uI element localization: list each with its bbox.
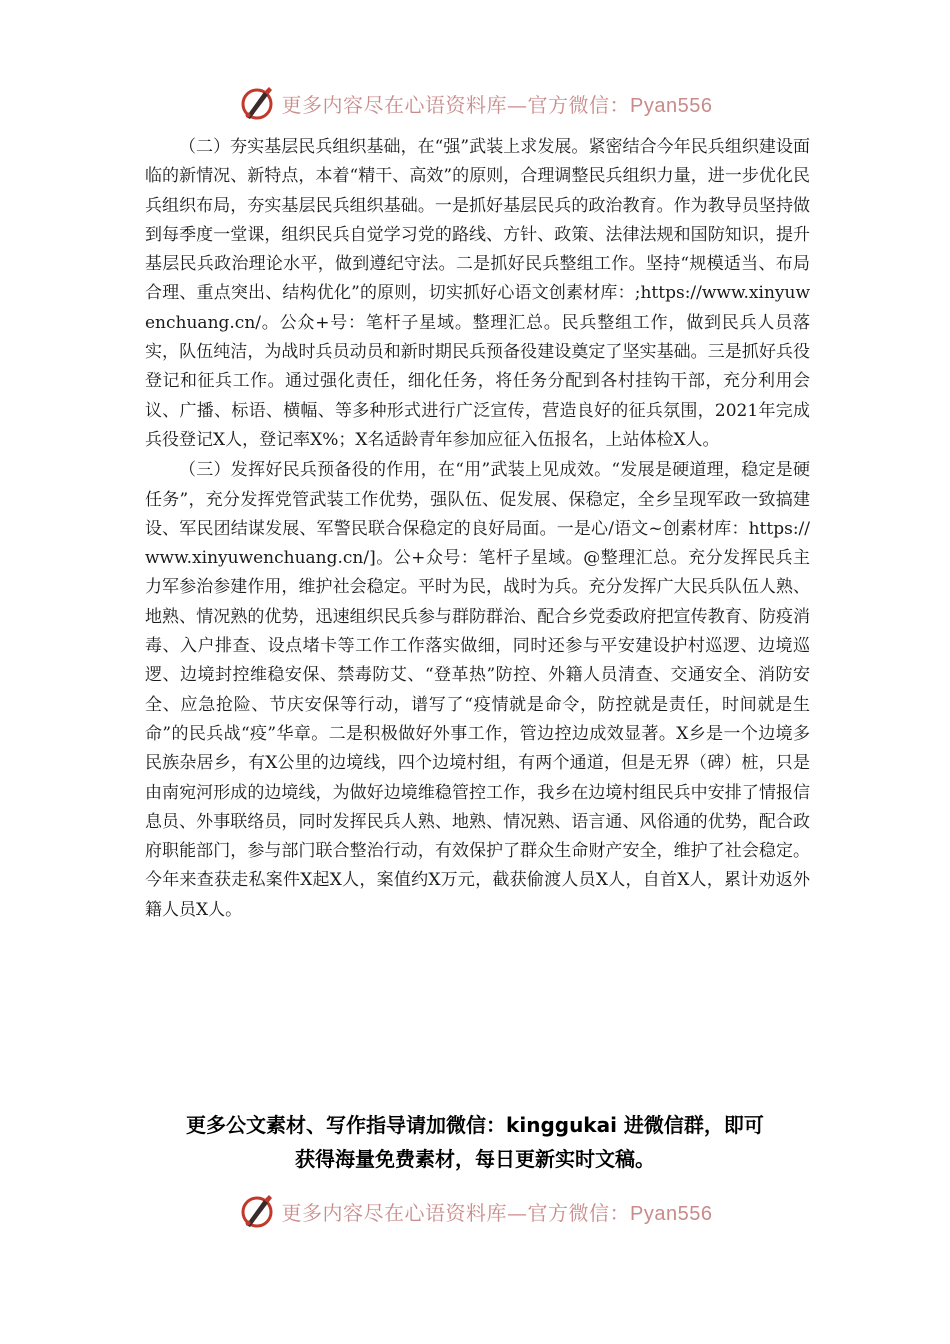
wechat-handle: Pyan556: [630, 1202, 713, 1225]
footer-cta-line-1: 更多公文素材、写作指导请加微信：kinggukai 进微信群，即可: [186, 1113, 764, 1137]
pen-brush-icon: [238, 84, 276, 122]
pen-brush-icon: [238, 1192, 276, 1230]
footer-banner: [0, 1186, 950, 1236]
paragraph-2: （二）夯实基层民兵组织基础，在“强”武装上求发展。紧密结合今年民兵组织建设面临的新情况、新特点，本着“精干、高效”的原则，合理调整民兵组织力量，进一步优化民兵组织布局，夯实基层民兵组织基础。一是抓好基层民兵的政治教育。作为教导员坚持做到每季度一堂课，组织民兵自觉学习党的路线、方针、政策、法律法规和国防知识，提升基层民兵政治理论水平，做到遵纪守法。二是抓好民兵整组工作。坚持“规模适当、布局合理、重点突出、结构优化”的原则，切实抓好心语文创素材库：;https://www.xinyuwenchuang.cn/。公众+号：笔杆子星域。整理汇总。民兵整组工作，做到民兵人员落实，队伍纯洁，为战时兵员动员和新时期民兵预备役建设奠定了坚实基础。三是抓好兵役登记和征兵工作。通过强化责任，细化任务，将任务分配到各村挂钩干部，充分利用会议、广播、标语、横幅、等多种形式进行广泛宣传，营造良好的征兵氛围，2021年完成兵役登记X人，登记率X%；X名适龄青年参加应征入伍报名，上站体检X人。: [145, 137, 810, 450]
document-body: [145, 133, 810, 926]
header-banner: [0, 78, 950, 128]
wechat-handle: Pyan556: [630, 94, 713, 117]
paragraph-3: （三）发挥好民兵预备役的作用，在“用”武装上见成效。“发展是硬道理，稳定是硬任务”，充分发挥党管武装工作优势，强队伍、促发展、保稳定，全乡呈现军政一致搞建设、军民团结谋发展、军警民联合保稳定的良好局面。一是心/语文~创素材库：https://www.xinyuwenchuang.cn/]。公+众号：笔杆子星域。@整理汇总。充分发挥民兵主力军参治参建作用，维护社会稳定。平时为民，战时为兵。充分发挥广大民兵队伍人熟、地熟、情况熟的优势，迅速组织民兵参与群防群治、配合乡党委政府把宣传教育、防疫消毒、入户排查、设点堵卡等工作工作落实做细，同时还参与平安建设护村巡逻、边境巡逻、边境封控维稳安保、禁毒防艾、“登革热”防控、外籍人员清查、交通安全、消防安全、应急抢险、节庆安保等行动，谱写了“疫情就是命令，防控就是责任，时间就是生命”的民兵战“疫”华章。二是积极做好外事工作，管边控边成效显著。X乡是一个边境多民族杂居乡，有X公里的边境线，四个边境村组，有两个通道，但是无界（碑）桩，只是由南宛河形成的边境线，为做好边境维稳管控工作，我乡在边境村组民兵中安排了情报信息员、外事联络员，同时发挥民兵人熟、地熟、情况熟、语言通、风俗通的优势，配合政府职能部门，参与部门联合整治行动，有效保护了群众生命财产安全，维护了社会稳定。今年来查获走私案件X起X人，案值约X万元，截获偷渡人员X人，自首X人，累计劝返外籍人员X人。: [145, 460, 810, 920]
footer-cta-line-2: 获得海量免费素材，每日更新实时文稿。: [295, 1147, 655, 1171]
footer-call-to-action: [120, 1108, 830, 1176]
banner-text: 更多内容尽在心语资料库—官方微信：Pyan556: [281, 1200, 713, 1225]
banner-text: 更多内容尽在心语资料库—官方微信：Pyan556: [281, 92, 713, 117]
